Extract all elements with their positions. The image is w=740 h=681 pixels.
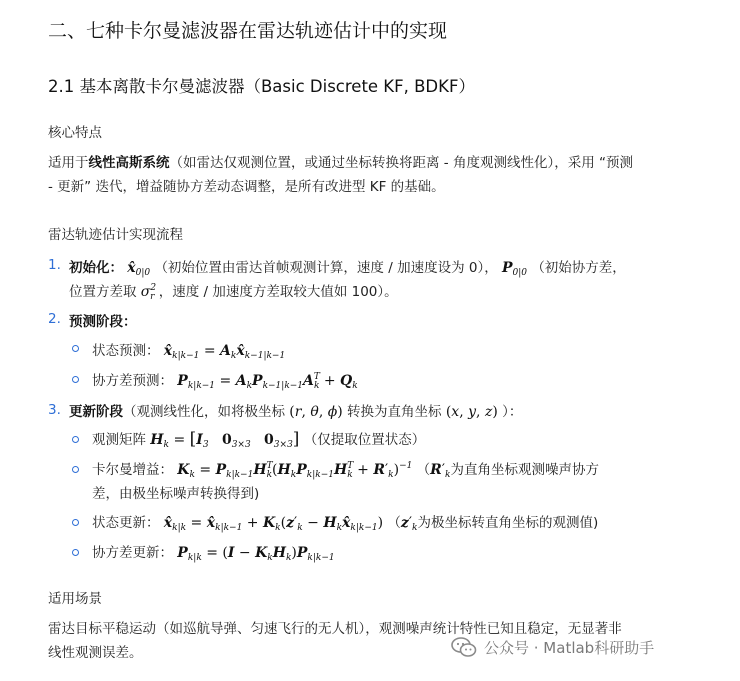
- flow-title: 雷达轨迹估计实现流程: [48, 227, 183, 243]
- wechat-icon: [450, 636, 478, 658]
- state-prediction: 状态预测： $x̂_{k|k-1}$ = $A_kx̂_{k-1|k-1}$: [92, 343, 286, 361]
- step-number-1: 1.: [48, 257, 61, 273]
- scenario-title: 适用场景: [48, 591, 102, 607]
- covariance-prediction: 协方差预测： $P_{k|k-1} = A_kP_{k-1|k-1}A^T_k + Q_k$: [92, 372, 358, 391]
- core-features-line-1: 适用于线性高斯系统（如雷达仅观测位置，或通过坐标转换将距离 - 角度观测线性化），采用 “预测: [48, 155, 633, 171]
- step-number-2: 2.: [48, 311, 61, 327]
- section-title: 2.1 基本离散卡尔曼滤波器（Basic Discrete KF, BDKF）: [48, 77, 475, 96]
- bullet-icon: [72, 345, 79, 352]
- watermark-text: 公众号 · Matlab科研助手: [484, 638, 655, 657]
- kalman-gain-line-2: 差，由极坐标噪声转换得到): [92, 486, 260, 502]
- watermark: [450, 636, 654, 658]
- scenario-line-2: 线性观测误差。: [48, 645, 143, 661]
- math-x00: $x̂_{0|0}$: [127, 260, 151, 278]
- bullet-icon: [72, 519, 79, 526]
- core-features-title: 核心特点: [48, 125, 102, 141]
- bullet-icon: [72, 436, 79, 443]
- kalman-gain-line-1: 卡尔曼增益： $K_k = P_{k|k-1}H^T_k(H_kP_{k|k-1}H^T_k + R'_k)^{-1}$ （$R'_k$为直角坐标观测噪声协方: [92, 461, 599, 480]
- core-features-line-2: - 更新” 迭代，增益随协方差动态调整，是所有改进型 KF 的基础。: [48, 179, 445, 195]
- bullet-icon: [72, 549, 79, 556]
- math-p00: $P_{0|0}$: [502, 260, 528, 278]
- page-title: 二、七种卡尔曼滤波器在雷达轨迹估计中的实现: [48, 20, 448, 42]
- step-init-line-1: 初始化： $x̂_{0|0}$ （初始位置由雷达首帧观测计算，速度 / 加速度设为 0）， $P_{0|0}$ （初始协方差，: [69, 260, 626, 278]
- state-update: 状态更新： $x̂_{k|k}$ = $x̂_{k|k-1} + K_k(z'_k$ − $H_kx̂_{k|k-1}$) （$z'_k$为极坐标转直角坐标的观测值): [92, 515, 599, 533]
- step-update-title: 更新阶段（观测线性化，如将极坐标 (r, θ, ϕ) 转换为直角坐标 (x, y, z) ）：: [69, 404, 523, 420]
- step-predict-title: 预测阶段：: [69, 314, 137, 330]
- scenario-line-1: 雷达目标平稳运动（如巡航导弹、匀速飞行的无人机），观测噪声统计特性已知且稳定，无显著非: [48, 621, 622, 637]
- bullet-icon: [72, 376, 79, 383]
- math-sigma: $\sigma^2_r$: [140, 283, 157, 302]
- step-number-3: 3.: [48, 402, 61, 418]
- covariance-update: 协方差更新： $P_{k|k} = (I - K_kH_k)P_{k|k-1}$: [92, 545, 335, 563]
- bullet-icon: [72, 466, 79, 473]
- observation-matrix: 观测矩阵 $H_k = [I_3$ $0_{3\times 3}$ $0_{3\times 3}$] （仅提取位置状态）: [92, 429, 426, 450]
- step-init-line-2: 位置方差取 $\sigma^2_r$ ，速度 / 加速度方差取较大值如 100）。: [69, 283, 398, 302]
